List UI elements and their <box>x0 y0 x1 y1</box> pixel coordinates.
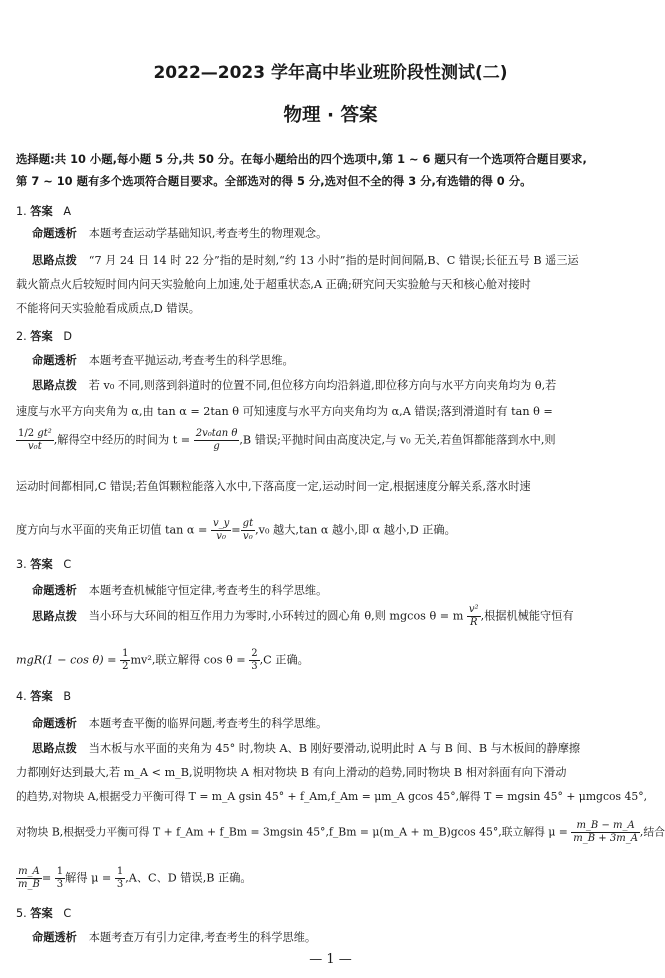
q5-answer-label: 答案 <box>30 907 53 920</box>
q5-analysis <box>16 929 648 945</box>
q3-number: 3. <box>16 558 27 571</box>
q3-hint-line-2b: mv²,联立解得 cos θ = <box>130 653 246 667</box>
q5-header <box>16 905 648 921</box>
q4-analysis-label: 命题透析 <box>32 717 77 730</box>
q3-answer-label: 答案 <box>30 558 53 571</box>
q5-analysis-label: 命题透析 <box>32 931 77 944</box>
fraction-half-gt2: $\frac{\text{1/2 gt²}}{\text{v₀t}}$ <box>18 428 52 452</box>
q2-number: 2. <box>16 330 27 343</box>
q1-number: 1. <box>16 205 27 218</box>
instructions-line-1: 选择题:共 10 小题,每小题 5 分,共 50 分。在每小题给出的四个选项中,第 1 ~ 6 题只有一个选项符合题目要求, <box>16 152 587 166</box>
q3-hint-line-1b: ,根据机械能守恒有 <box>480 609 574 623</box>
q1-hint-line-1: “7 月 24 日 14 时 22 分”指的是时刻,“约 13 小时”指的是时间间隔,B、C 错误;长征五号 B 遥三运 <box>88 254 579 267</box>
q2-hint-line-2: 速度与水平方向夹角为 α,由 tan α = 2tan θ 可知速度与水平方向夹角均为 α,A 错误;落到滑道时有 tan θ = <box>16 405 553 418</box>
page-number: — 1 — <box>309 952 352 967</box>
instructions <box>16 148 646 192</box>
q3-hint-line-1a: 当小环与大环间的相互作用力为零时,小环转过的圆心角 θ,则 mgcos θ = m <box>88 609 464 623</box>
q4-hint-line-2: 力都刚好达到最大,若 m_A < m_B,说明物块 A 相对物块 B 有向上滑动的趋势,同时物块 B 相对斜面有向下滑动 <box>16 766 567 779</box>
q4-number: 4. <box>16 690 27 703</box>
q3-answer: C <box>63 558 72 571</box>
q4-hint-line-4b: ,结合 <box>639 825 665 839</box>
q2-hint-label: 思路点拨 <box>32 379 77 392</box>
q2-analysis <box>16 352 648 368</box>
q2-analysis-text: 本题考查平抛运动,考查考生的科学思维。 <box>88 354 294 367</box>
q1-hint <box>16 252 648 268</box>
q2-hint-line-4: 运动时间都相同,C 错误;若鱼饵颗粒能落入水中,下落高度一定,运动时间一定,根据速度分解关系,落水时速 <box>16 480 531 493</box>
page-subtitle: 物理 · 答案 <box>283 105 378 126</box>
q4-hint <box>16 740 648 756</box>
q4-hint-line-1: 当木板与水平面的夹角为 45° 时,物块 A、B 刚好要滑动,说明此时 A 与 B 间、B 与木板间的静摩擦 <box>88 742 581 755</box>
q3-analysis <box>16 582 648 598</box>
fraction-time: $\frac{\text{2v₀tan θ}}{g}$ <box>195 428 238 452</box>
q2-answer-label: 答案 <box>30 330 53 343</box>
instructions-line-2: 第 7 ~ 10 题有多个选项符合题目要求。全部选对的得 5 分,选对但不全的得 3 分,有选错的得 0 分。 <box>16 174 532 188</box>
q4-hint-line-3: 的趋势,对物块 A,根据受力平衡可得 T = m_A gsin 45° + f_Am,f_Am = μm_A gcos 45°,解得 T = mgsin 45° + μmgcos 45°, <box>16 790 648 803</box>
fraction-tan-gt: $\frac{gt}{\text{v₀}}$ <box>242 518 254 542</box>
q2-answer: D <box>63 330 72 343</box>
q1-hint-line-2: 载火箭点火后较短时间内问天实验舱向上加速,处于超重状态,A 正确;研究问天实验舱与天和核心舱对接时 <box>16 278 531 291</box>
fraction-v2-over-r: $\frac{\text{v²}}{R}$ <box>468 604 479 628</box>
q5-analysis-text: 本题考查万有引力定律,考查考生的科学思维。 <box>88 931 317 944</box>
fraction-two-thirds: $\frac{2}{3}$ <box>251 648 258 672</box>
q4-hint-line-4 <box>16 820 665 845</box>
q1-answer-label: 答案 <box>30 205 53 218</box>
q2-hint <box>16 377 648 393</box>
q4-analysis-text: 本题考查平衡的临界问题,考查考生的科学思维。 <box>88 717 328 730</box>
fraction-half: $\frac{1}{2}$ <box>122 648 129 672</box>
q4-hint-line-5c: ,A、C、D 错误,B 正确。 <box>125 871 252 885</box>
q3-hint-label: 思路点拨 <box>32 609 77 623</box>
q3-hint-line-2 <box>16 648 648 673</box>
q4-hint-label: 思路点拨 <box>32 742 77 755</box>
q3-hint-line-2c: ,C 正确。 <box>259 653 309 667</box>
q2-hint-line-3b: ,B 错误;平抛时间由高度决定,与 v₀ 无关,若鱼饵都能落到水中,则 <box>239 433 556 447</box>
q2-hint-line-1: 若 v₀ 不同,则落到斜道时的位置不同,但位移方向均沿斜道,即位移方向与水平方向夹角均为 θ,若 <box>88 379 557 392</box>
q1-hint-line-3: 不能将问天实验舱看成质点,D 错误。 <box>16 302 200 315</box>
fraction-third-a: $\frac{1}{3}$ <box>56 866 64 890</box>
q1-analysis-text: 本题考查运动学基础知识,考查考生的物理观念。 <box>88 227 328 240</box>
q2-hint-line-5: 度方向与水平面的夹角正切值 tan α = $\frac{v\_y}{\text{v₀}}$ = $\frac{gt}{\text{v₀}}$ ,v₀ 越大,tan α 越小,即 α 越小,D 正确。 <box>16 518 456 542</box>
q4-answer-label: 答案 <box>30 690 53 703</box>
q1-header <box>16 203 648 219</box>
q3-analysis-text: 本题考查机械能守恒定律,考查考生的科学思维。 <box>88 584 328 597</box>
q4-answer: B <box>63 690 71 703</box>
q3-analysis-label: 命题透析 <box>32 584 77 597</box>
q4-header <box>16 688 648 704</box>
q1-hint-label: 思路点拨 <box>32 254 77 267</box>
q4-analysis <box>16 715 648 731</box>
q4-hint-line-4a: 对物块 B,根据受力平衡可得 T + f_Am + f_Bm = 3mgsin 45°,f_Bm = μ(m_A + m_B)gcos 45°,联立解得 μ = <box>16 825 568 839</box>
q2-analysis-label: 命题透析 <box>32 354 77 367</box>
q1-analysis <box>16 225 648 241</box>
q3-hint-line-2a: mgR(1 − cos θ) = <box>16 653 117 667</box>
q3-header <box>16 556 648 572</box>
q2-hint-line-3a: ,解得空中经历的时间为 t = <box>53 433 191 447</box>
fraction-mu: $\frac{m\_B - m\_A}{m\_B + 3m\_A}$ <box>573 820 638 844</box>
q3-hint <box>16 604 648 629</box>
q2-hint-line-5b: ,v₀ 越大,tan α 越小,即 α 越小,D 正确。 <box>255 523 456 537</box>
q1-answer: A <box>63 205 71 218</box>
q4-hint-line-5b: 解得 μ = <box>65 871 112 885</box>
fraction-mass-ratio: $\frac{m\_A}{m\_B}$ <box>18 866 40 890</box>
q1-analysis-label: 命题透析 <box>32 227 77 240</box>
q5-number: 5. <box>16 907 27 920</box>
q4-hint-line-5 <box>16 866 648 891</box>
q4-hint-line-5a: = <box>41 871 52 885</box>
q2-header <box>16 328 648 344</box>
fraction-third-b: $\frac{1}{3}$ <box>116 866 124 890</box>
q2-hint-line-5a: 度方向与水平面的夹角正切值 tan α = <box>16 523 208 537</box>
fraction-tan-velocity: $\frac{v\_y}{\text{v₀}}$ <box>212 518 230 542</box>
page-title: 2022—2023 学年高中毕业班阶段性测试(二) <box>153 63 508 83</box>
q2-hint-line-3 <box>16 428 648 453</box>
q5-answer: C <box>63 907 72 920</box>
